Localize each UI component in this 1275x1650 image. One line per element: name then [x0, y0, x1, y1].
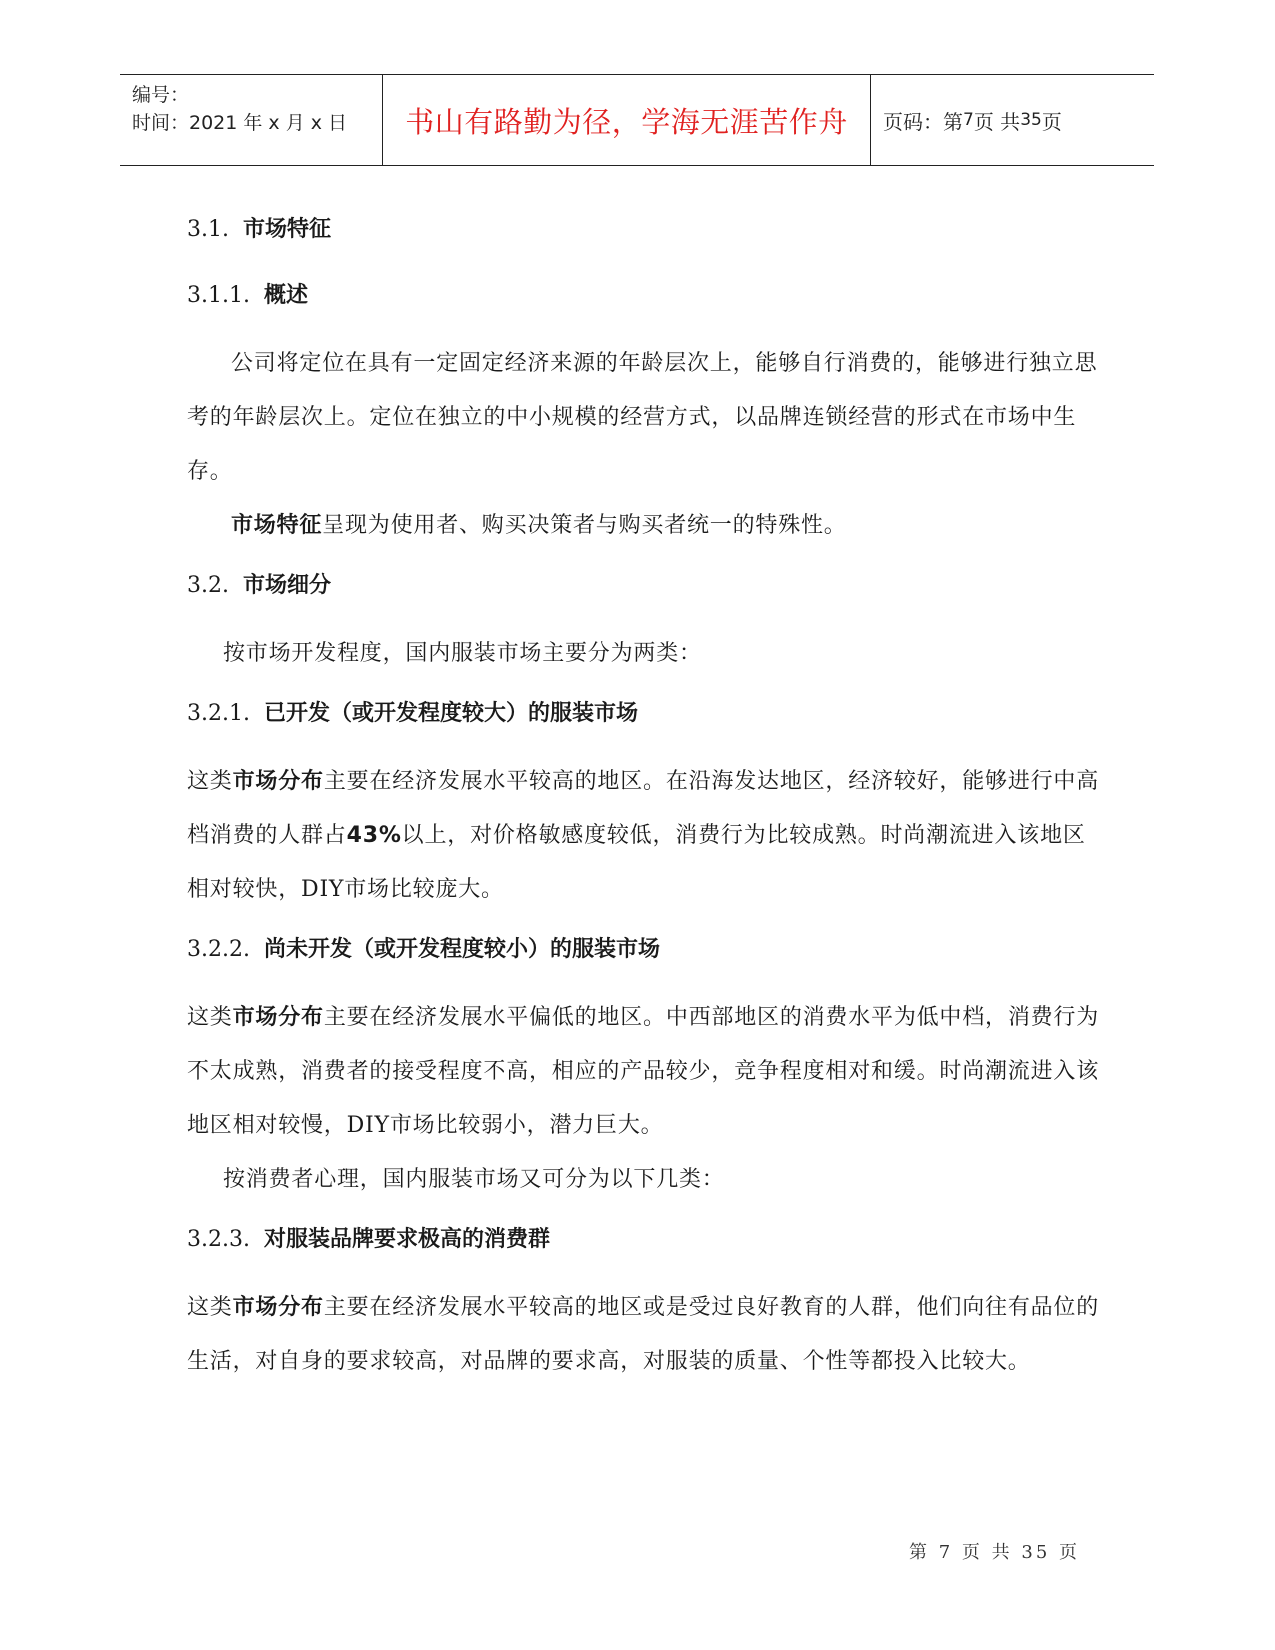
heading-3-2-2 [187, 925, 1107, 991]
heading-text: 尚未开发（或开发程度较小）的服装市场 [263, 937, 660, 962]
heading-number: 3.1.1. [187, 283, 250, 308]
time-label: 时间：2021 年 x 月 x 日 [132, 112, 348, 134]
page-header [120, 74, 1154, 166]
heading-3-2-3 [187, 1215, 1107, 1281]
heading-3-2-1 [187, 689, 1107, 755]
page-prefix: 页码：第 [883, 109, 963, 134]
paragraph-text: 呈现为使用者、购买决策者与购买者统一的特殊性。 [322, 513, 847, 538]
paragraph-overview: 公司将定位在具有一定固定经济来源的年龄层次上，能够自行消费的，能够进行独立思考的年龄层次上。定位在独立的中小规模的经营方式，以品牌连锁经营的形式在市场中生存。 [187, 351, 1098, 484]
bold-term: 市场分布 [232, 1005, 324, 1030]
header-meta-cell [120, 75, 383, 165]
paragraph-text: 主要在经济发展水平较高的地区或是受过良好教育的人群，他们向往有品位的生活，对自身的要求较高，对品牌的要求高，对服装的质量、个性等都投入比较大。 [187, 1295, 1100, 1374]
heading-text: 市场细分 [242, 573, 331, 598]
page-total: 35 [1020, 110, 1042, 130]
paragraph-text: 这类 [187, 769, 233, 794]
heading-3-1 [187, 205, 1107, 271]
paragraph-text: 主要在经济发展水平偏低的地区。中西部地区的消费水平为低中档，消费行为不太成熟，消费者的接受程度不高，相应的产品较少，竞争程度相对和缓。时尚潮流进入该地区相对较慢，DIY市场比较弱小，潜力巨大。 [187, 1005, 1100, 1138]
heading-text: 已开发（或开发程度较大）的服装市场 [263, 701, 638, 726]
header-motto: 书山有路勤为径，学海无涯苦作舟 [383, 75, 871, 165]
heading-number: 3.2.2. [187, 937, 250, 962]
paragraph-market-feature [187, 499, 1107, 553]
paragraph-developed-market [187, 755, 1107, 917]
paragraph-text: 主要在经济发展水平较高的地区。在沿海发达地区，经济较好，能够进行中高档消费的人群占 [187, 769, 1100, 848]
bold-term: 市场特征 [231, 513, 323, 538]
bold-term: 市场分布 [232, 769, 324, 794]
heading-text: 概述 [263, 283, 308, 308]
header-page-info [871, 75, 1154, 165]
page-suffix: 页 [1041, 109, 1062, 134]
paragraph-text: 这类 [187, 1295, 233, 1320]
bold-percent: 43% [346, 823, 402, 848]
heading-text: 市场特征 [242, 217, 331, 242]
heading-number: 3.2.3. [187, 1227, 250, 1252]
paragraph-brand-demanding [187, 1281, 1107, 1389]
heading-number: 3.2.1. [187, 701, 250, 726]
page-current: 7 [963, 110, 974, 130]
heading-3-2 [187, 561, 1107, 627]
heading-number: 3.2. [187, 573, 229, 598]
paragraph-consumer-psychology: 按消费者心理，国内服装市场又可分为以下几类： [223, 1167, 725, 1192]
heading-number: 3.1. [187, 217, 229, 242]
paragraph-text: 这类 [187, 1005, 233, 1030]
heading-3-1-1 [187, 271, 1107, 337]
serial-label: 编号： [132, 84, 190, 106]
document-body [187, 205, 1107, 1389]
page-mid: 页 共 [973, 109, 1021, 134]
heading-text: 对服装品牌要求极高的消费群 [263, 1227, 550, 1252]
paragraph-undeveloped-market [187, 991, 1107, 1153]
paragraph-text: 以上，对价格敏感度较低，消费行为比较成熟。时尚潮流进入该地区相对较快，DIY市场比较庞大。 [187, 823, 1086, 902]
page-footer-number: 第 7 页 共 35 页 [909, 1542, 1080, 1563]
paragraph-dev-degree: 按市场开发程度，国内服装市场主要分为两类： [223, 641, 702, 666]
bold-term: 市场分布 [232, 1295, 324, 1320]
